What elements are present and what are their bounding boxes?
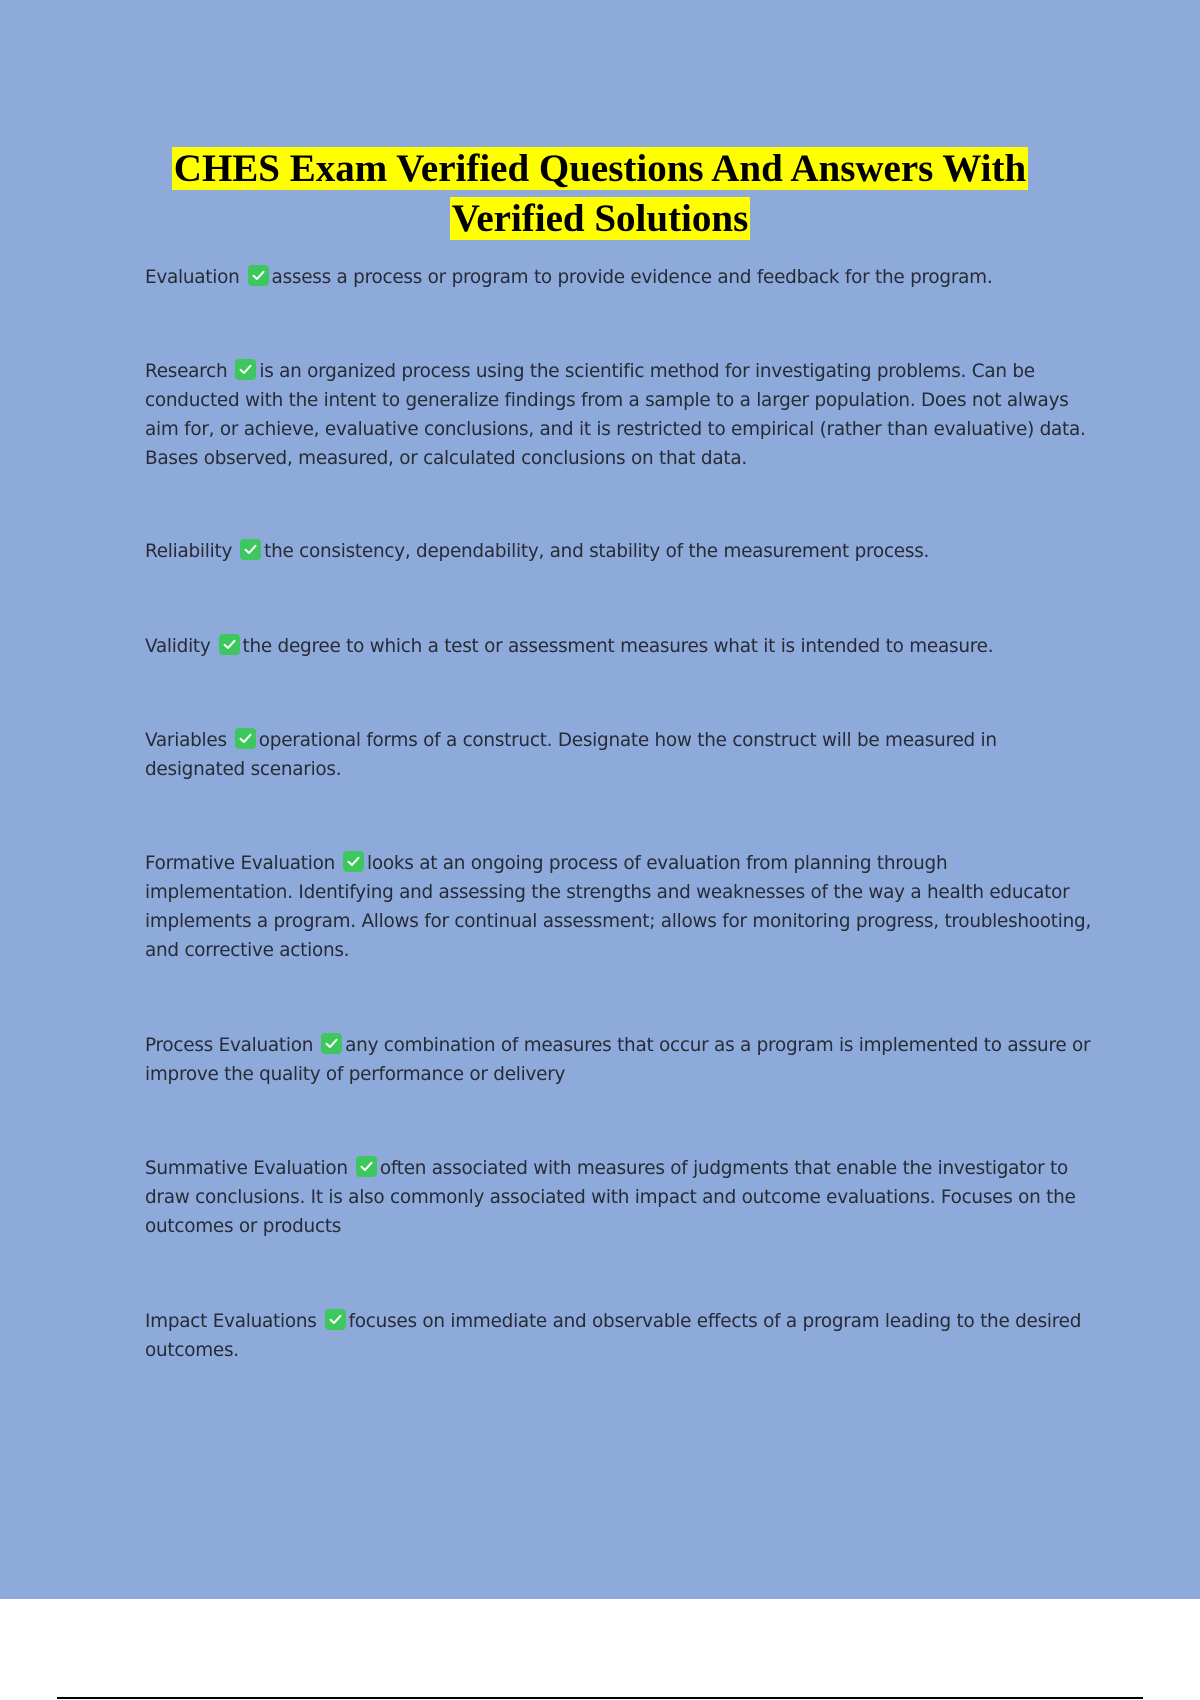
qa-definition: operational forms of a construct. Designate how the construct will be measured in designated scenarios. [145, 730, 997, 780]
qa-item-formative-evaluation [145, 849, 1095, 965]
qa-term: Reliability [145, 541, 233, 562]
title-line-2: Verified Solutions [451, 197, 749, 240]
qa-term: Impact Evaluations [145, 1311, 317, 1332]
check-box-icon [325, 1309, 346, 1330]
qa-term: Evaluation [145, 267, 240, 288]
check-box-icon [219, 634, 240, 655]
title-line-1: CHES Exam Verified Questions And Answers With [173, 147, 1027, 190]
qa-definition: is an organized process using the scientific method for investigating problems. Can be conducted with the intent to generalize findings from a sample to a larger population. Does not always aim for, or achieve, evaluative conclusions, and it is restricted to empirical (rather than evaluative) data. Bases observed, measured, or calculated conclusions on that data. [145, 361, 1086, 469]
qa-term: Summative Evaluation [145, 1158, 348, 1179]
document-title [100, 144, 1100, 244]
qa-definition: focuses on immediate and observable effects of a program leading to the desired outcomes. [145, 1311, 1082, 1361]
qa-definition: any combination of measures that occur as a program is implemented to assure or improve the quality of performance or delivery [145, 1035, 1091, 1085]
check-box-icon [321, 1033, 342, 1054]
check-box-icon [240, 539, 261, 560]
qa-item-reliability [145, 537, 1095, 566]
check-box-icon [343, 851, 364, 872]
qa-term: Research [145, 361, 228, 382]
qa-item-validity [145, 632, 1095, 661]
qa-item-variables [145, 726, 1095, 784]
qa-definition: looks at an ongoing process of evaluation from planning through implementation. Identifying and assessing the strengths and weaknesses of the way a health educator implements a program. Allows for continual assessment; allows for monitoring progress, troubleshooting, and corrective actions. [145, 853, 1092, 961]
qa-item-impact-evaluations [145, 1307, 1095, 1365]
check-box-icon [356, 1156, 377, 1177]
qa-definition: assess a process or program to provide evidence and feedback for the program. [271, 267, 993, 288]
qa-item-process-evaluation [145, 1031, 1095, 1089]
check-box-icon [235, 728, 256, 749]
qa-item-evaluation [145, 263, 1095, 292]
qa-definition: the degree to which a test or assessment measures what it is intended to measure. [242, 636, 994, 657]
footer-divider [57, 1697, 1143, 1699]
qa-item-summative-evaluation [145, 1154, 1095, 1241]
qa-term: Formative Evaluation [145, 853, 335, 874]
check-box-icon [248, 265, 269, 286]
qa-term: Process Evaluation [145, 1035, 314, 1056]
qa-item-research [145, 357, 1095, 473]
check-box-icon [235, 359, 256, 380]
qa-definition: often associated with measures of judgments that enable the investigator to draw conclusions. It is also commonly associated with impact and outcome evaluations. Focuses on the outcomes or products [145, 1158, 1076, 1237]
qa-term: Validity [145, 636, 211, 657]
qa-term: Variables [145, 730, 227, 751]
qa-definition: the consistency, dependability, and stability of the measurement process. [264, 541, 930, 562]
